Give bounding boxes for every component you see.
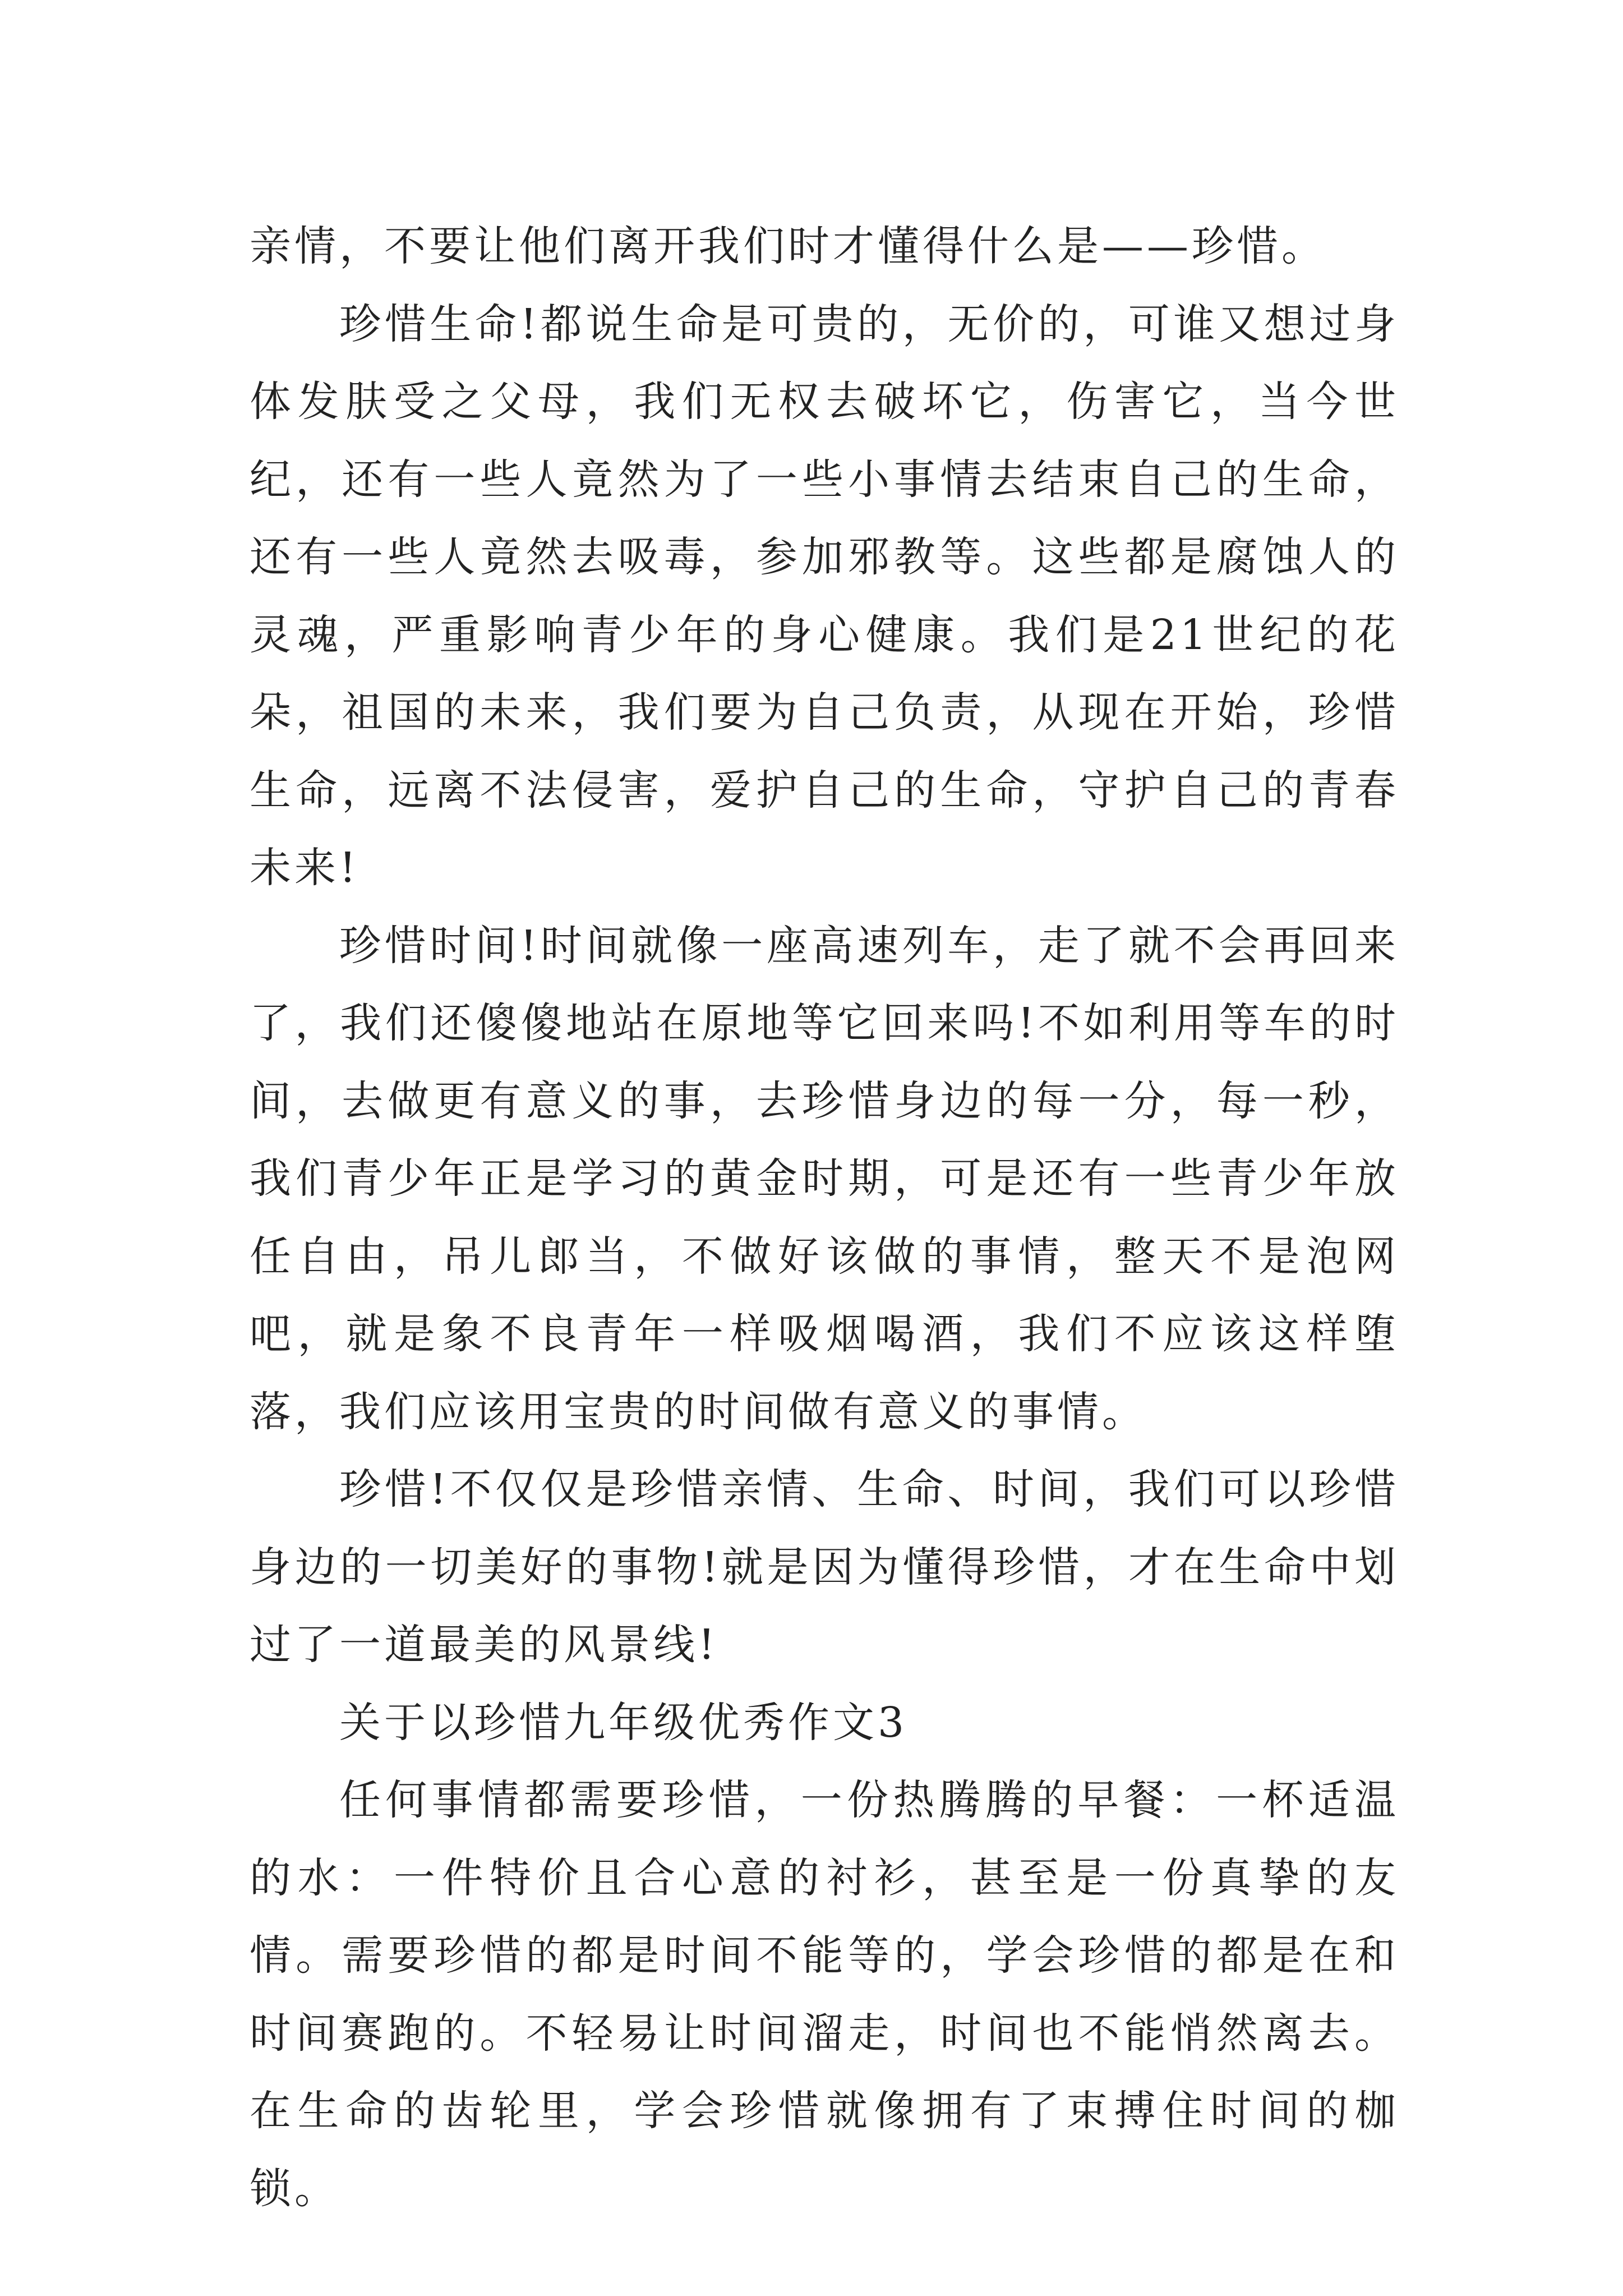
paragraph-cherish-life: 珍惜生命!都说生命是可贵的，无价的，可谁又想过身体发肤受之父母，我们无权去破坏它，伤害它，当今世纪，还有一些人竟然为了一些小事情去结束自己的生命，还有一些人竟然去吸毒，参加邪教等。这些都是腐蚀人的灵魂，严重影响青少年的身心健康。我们是21世纪的花朵，祖国的未来，我们要为自己负责，从现在开始，珍惜生命，远离不法侵害，爱护自己的生命，守护自己的青春未来! xyxy=(250,300,1399,892)
paragraph-continuation: 亲情，不要让他们离开我们时才懂得什么是——珍惜。 xyxy=(250,222,1326,270)
document-body xyxy=(250,208,1399,2228)
paragraph-cherish-summary: 珍惜!不仅仅是珍惜亲情、生命、时间，我们可以珍惜身边的一切美好的事物!就是因为懂得珍惜，才在生命中划过了一道最美的风景线! xyxy=(250,1465,1399,1669)
essay-heading: 关于以珍惜九年级优秀作文3 xyxy=(339,1698,908,1747)
paragraph-essay-3-intro: 任何事情都需要珍惜，一份热腾腾的早餐：一杯适温的水：一件特价且合心意的衬衫，甚至是一份真挚的友情。需要珍惜的都是时间不能等的，学会珍惜的都是在和时间赛跑的。不轻易让时间溜走，时间也不能悄然离去。在生命的齿轮里，学会珍惜就像拥有了束搏住时间的枷锁。 xyxy=(250,1776,1399,2213)
paragraph-cherish-time: 珍惜时间!时间就像一座高速列车，走了就不会再回来了，我们还傻傻地站在原地等它回来吗!不如利用等车的时间，去做更有意义的事，去珍惜身边的每一分，每一秒，我们青少年正是学习的黄金时期，可是还有一些青少年放任自由，吊儿郎当，不做好该做的事情，整天不是泡网吧，就是象不良青年一样吸烟喝酒，我们不应该这样堕落，我们应该用宝贵的时间做有意义的事情。 xyxy=(250,921,1399,1436)
